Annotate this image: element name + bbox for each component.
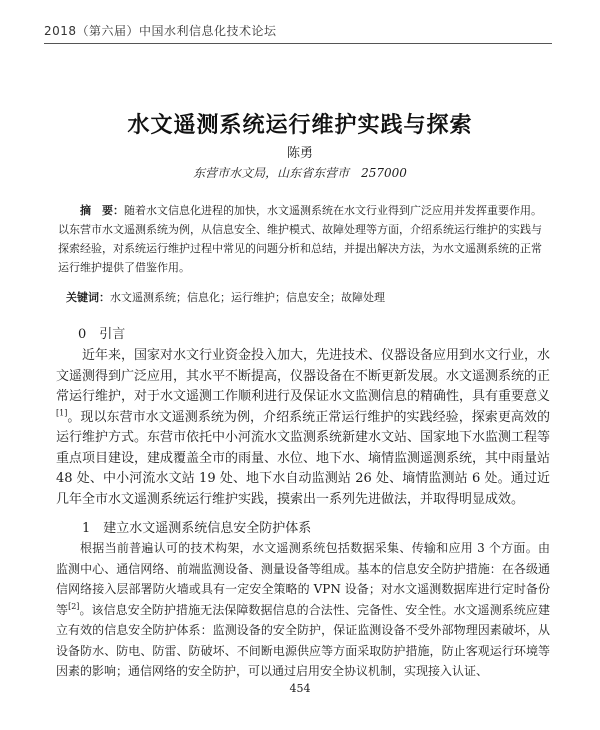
intro-text-continued: 。现以东营市水文遥测系统为例，介绍系统正常运行维护的实践经验，探索更高效的运行维护方式。东营市依托中小河流水文监测系统新建水文站、国家地下水监测工程等重点项目建设，建成覆盖全市的雨量、水位、地下水、墒情监测遥测系统，其中雨量站 48 处、中小河流水文站 19 处、地下水自动监测站 26 处、墒情监测站 6 处。通过近几年全市水文遥测系统运行维护实践，摸索出一系列先进做法，并取得明显成效。 — [56, 409, 551, 507]
intro-citation: [1] — [56, 408, 68, 418]
running-header: 2018（第六届）中国水利信息化技术论坛 — [44, 24, 277, 38]
abstract-text: 随着水文信息化进程的加快，水文遥测系统在水文行业得到广泛应用并发挥重要作用。以东营市水文遥测系统为例，从信息安全、维护模式、故障处理等方面，介绍系统运行维护的实践与探索经验，对系统运行维护过程中常见的问题分析和总结，并提出解决方法，为水文遥测系统的正常运行维护提供了借鉴作用。 — [58, 204, 542, 274]
section-1-citation: [2] — [68, 601, 80, 611]
section-1-text-continued: 。该信息安全防护措施无法保障数据信息的合法性、完备性、安全性。水文遥测系统应建立有效的信息安全防护体系：监测设备的安全防护，保证监测设备不受外部物理因素破坏，从设备防水、防电、防雷、防破坏、不间断电源供应等方面采取防护措施，防止客观运行环境等因素的影响；通信网络的安全防护，可以通过启用安全协议机制，实现接入认证、 — [56, 602, 550, 678]
keywords-block — [66, 288, 546, 307]
paper-title: 水文遥测系统运行维护实践与探索 — [127, 112, 473, 138]
keywords-text: 水文遥测系统；信息化；运行维护；信息安全；故障处理 — [110, 291, 385, 304]
intro-text: 近年来，国家对水文行业资金投入加大，先进技术、仪器设备应用到水文行业，水文遥测得到广泛应用，其水平不断提高，仪器设备在不断更新发展。水文遥测系统的正常运行维护，对于水文遥测工作顺利进行及保证水文监测信息的精确性，具有重要意义 — [56, 348, 551, 404]
abstract-label: 摘 要： — [80, 204, 124, 217]
paper-author: 陈勇 — [286, 146, 313, 161]
page-number: 454 — [289, 682, 311, 695]
section-1-paragraph — [56, 538, 550, 682]
section-1-text: 根据当前普遍认可的技术构架，水文遥测系统包括数据采集、传输和应用 3 个方面。由监测中心、通信网络、前端监测设备、测量设备等组成。基本的信息安全防护措施：在各级通信网络接入层部署防火墙或具有一定安全策略的 VPN 设备；对水文遥测数据库进行定时备份等 — [56, 541, 550, 617]
intro-paragraph — [56, 346, 550, 510]
abstract-block — [58, 201, 542, 277]
section-heading-1: 1 建立水文遥测系统信息安全防护体系 — [82, 521, 312, 536]
keywords-label: 关键词： — [66, 291, 110, 304]
header-divider — [44, 43, 552, 44]
paper-affiliation: 东营市水文局，山东省东营市 257000 — [193, 166, 407, 180]
section-heading-intro: 0 引言 — [78, 327, 126, 342]
